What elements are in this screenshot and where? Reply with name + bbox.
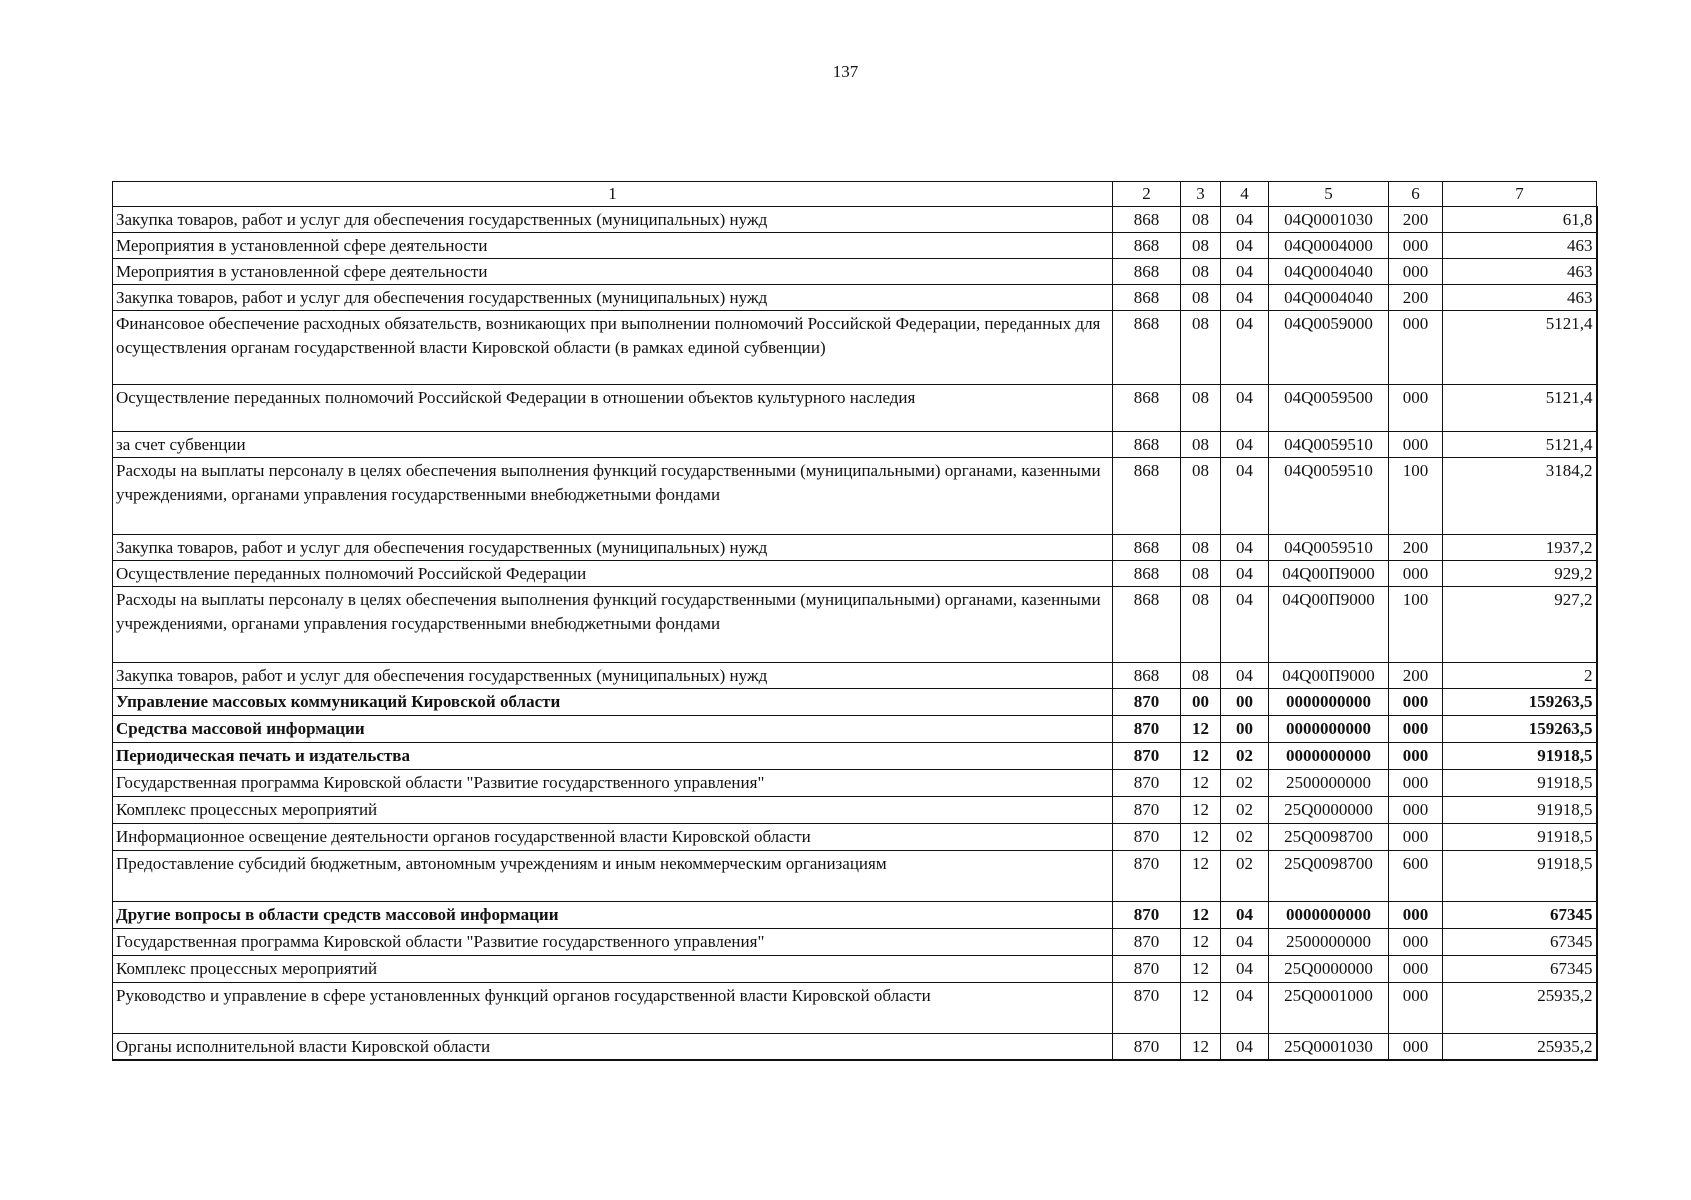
row-csr-cell: 04Q0059510	[1269, 432, 1389, 458]
row-name-cell: Руководство и управление в сфере установленных функций органов государственной власти Кировской области	[113, 983, 1113, 1034]
row-name-cell: Закупка товаров, работ и услуг для обеспечения государственных (муниципальных) нужд	[113, 535, 1113, 561]
row-rz-cell: 12	[1181, 929, 1221, 956]
row-pr-cell: 02	[1221, 851, 1269, 902]
row-sum-cell: 5121,4	[1443, 432, 1597, 458]
table-row	[113, 535, 1597, 561]
row-rz-cell: 08	[1181, 458, 1221, 535]
row-rz-cell: 08	[1181, 561, 1221, 587]
row-pr-cell: 04	[1221, 587, 1269, 663]
row-sum-cell: 159263,5	[1443, 716, 1597, 743]
page-number: 137	[832, 62, 859, 81]
table-row	[113, 716, 1597, 743]
row-csr-cell: 04Q0004040	[1269, 285, 1389, 311]
row-vr-cell: 200	[1389, 285, 1443, 311]
header-col-5: 5	[1269, 182, 1389, 207]
row-ved-cell: 868	[1113, 207, 1181, 233]
row-ved-cell: 868	[1113, 311, 1181, 385]
table-row	[113, 956, 1597, 983]
row-sum-cell: 929,2	[1443, 561, 1597, 587]
row-rz-cell: 12	[1181, 1034, 1221, 1061]
row-sum-cell: 61,8	[1443, 207, 1597, 233]
header-row	[113, 182, 1597, 207]
row-pr-cell: 04	[1221, 285, 1269, 311]
row-pr-cell: 04	[1221, 983, 1269, 1034]
row-sum-cell: 463	[1443, 259, 1597, 285]
table-row	[113, 385, 1597, 432]
table-row	[113, 929, 1597, 956]
row-vr-cell: 000	[1389, 1034, 1443, 1061]
row-ved-cell: 870	[1113, 929, 1181, 956]
row-name-cell: Мероприятия в установленной сфере деятельности	[113, 233, 1113, 259]
row-csr-cell: 04Q00П9000	[1269, 587, 1389, 663]
row-vr-cell: 000	[1389, 561, 1443, 587]
row-vr-cell: 200	[1389, 535, 1443, 561]
row-rz-cell: 08	[1181, 385, 1221, 432]
row-csr-cell: 0000000000	[1269, 689, 1389, 716]
row-name-cell: Предоставление субсидий бюджетным, автономным учреждениям и иным некоммерческим организациям	[113, 851, 1113, 902]
row-name-cell: Органы исполнительной власти Кировской области	[113, 1034, 1113, 1061]
table-row	[113, 432, 1597, 458]
row-sum-cell: 91918,5	[1443, 797, 1597, 824]
row-rz-cell: 08	[1181, 233, 1221, 259]
row-csr-cell: 25Q0098700	[1269, 851, 1389, 902]
header-col-7: 7	[1443, 182, 1597, 207]
row-ved-cell: 868	[1113, 458, 1181, 535]
row-rz-cell: 08	[1181, 535, 1221, 561]
row-sum-cell: 1937,2	[1443, 535, 1597, 561]
table-body	[113, 207, 1597, 1061]
row-sum-cell: 91918,5	[1443, 743, 1597, 770]
row-pr-cell: 04	[1221, 311, 1269, 385]
row-ved-cell: 870	[1113, 797, 1181, 824]
table-row	[113, 259, 1597, 285]
table-row	[113, 663, 1597, 689]
row-pr-cell: 04	[1221, 207, 1269, 233]
table-row	[113, 851, 1597, 902]
row-ved-cell: 868	[1113, 259, 1181, 285]
row-rz-cell: 00	[1181, 689, 1221, 716]
row-csr-cell: 0000000000	[1269, 902, 1389, 929]
row-sum-cell: 91918,5	[1443, 770, 1597, 797]
row-ved-cell: 870	[1113, 689, 1181, 716]
table-row	[113, 983, 1597, 1034]
table-row	[113, 824, 1597, 851]
row-csr-cell: 25Q0001000	[1269, 983, 1389, 1034]
row-vr-cell: 000	[1389, 824, 1443, 851]
row-name-cell: Периодическая печать и издательства	[113, 743, 1113, 770]
header-col-2: 2	[1113, 182, 1181, 207]
row-pr-cell: 04	[1221, 259, 1269, 285]
row-vr-cell: 000	[1389, 902, 1443, 929]
row-name-cell: Мероприятия в установленной сфере деятельности	[113, 259, 1113, 285]
row-rz-cell: 08	[1181, 587, 1221, 663]
row-vr-cell: 000	[1389, 385, 1443, 432]
row-vr-cell: 000	[1389, 689, 1443, 716]
row-name-cell: Комплекс процессных мероприятий	[113, 797, 1113, 824]
table-header	[113, 182, 1597, 207]
row-rz-cell: 08	[1181, 207, 1221, 233]
row-csr-cell: 25Q0098700	[1269, 824, 1389, 851]
row-ved-cell: 868	[1113, 561, 1181, 587]
row-vr-cell: 000	[1389, 716, 1443, 743]
header-col-1: 1	[113, 182, 1113, 207]
row-name-cell: Осуществление переданных полномочий Российской Федерации в отношении объектов культурного наследия	[113, 385, 1113, 432]
row-name-cell: за счет субвенции	[113, 432, 1113, 458]
row-csr-cell: 04Q0059500	[1269, 385, 1389, 432]
table-row	[113, 797, 1597, 824]
row-name-cell: Государственная программа Кировской области "Развитие государственного управления"	[113, 770, 1113, 797]
table-row	[113, 458, 1597, 535]
row-ved-cell: 870	[1113, 716, 1181, 743]
row-rz-cell: 12	[1181, 824, 1221, 851]
table-row	[113, 587, 1597, 663]
row-pr-cell: 00	[1221, 716, 1269, 743]
row-vr-cell: 000	[1389, 432, 1443, 458]
table-row	[113, 1034, 1597, 1061]
row-rz-cell: 08	[1181, 259, 1221, 285]
row-vr-cell: 000	[1389, 743, 1443, 770]
row-ved-cell: 870	[1113, 851, 1181, 902]
row-ved-cell: 870	[1113, 902, 1181, 929]
row-name-cell: Финансовое обеспечение расходных обязательств, возникающих при выполнении полномочий Российской Федерации, переданных для осуществления органам государственной власти Кировской области (в рамках единой субвенции)	[113, 311, 1113, 385]
row-ved-cell: 870	[1113, 956, 1181, 983]
row-name-cell: Средства массовой информации	[113, 716, 1113, 743]
row-sum-cell: 25935,2	[1443, 983, 1597, 1034]
row-vr-cell: 000	[1389, 259, 1443, 285]
row-rz-cell: 12	[1181, 902, 1221, 929]
row-pr-cell: 04	[1221, 663, 1269, 689]
row-csr-cell: 04Q0059510	[1269, 535, 1389, 561]
row-name-cell: Информационное освещение деятельности органов государственной власти Кировской области	[113, 824, 1113, 851]
row-ved-cell: 870	[1113, 770, 1181, 797]
row-name-cell: Государственная программа Кировской области "Развитие государственного управления"	[113, 929, 1113, 956]
row-vr-cell: 000	[1389, 770, 1443, 797]
row-name-cell: Расходы на выплаты персоналу в целях обеспечения выполнения функций государственными (муниципальными) органами, казенными учреждениями, органами управления государственными внебюджетными фондами	[113, 458, 1113, 535]
row-rz-cell: 12	[1181, 956, 1221, 983]
row-sum-cell: 927,2	[1443, 587, 1597, 663]
row-name-cell: Закупка товаров, работ и услуг для обеспечения государственных (муниципальных) нужд	[113, 285, 1113, 311]
row-csr-cell: 04Q00П9000	[1269, 561, 1389, 587]
row-pr-cell: 04	[1221, 929, 1269, 956]
row-name-cell: Другие вопросы в области средств массовой информации	[113, 902, 1113, 929]
row-rz-cell: 12	[1181, 797, 1221, 824]
row-sum-cell: 67345	[1443, 902, 1597, 929]
row-pr-cell: 02	[1221, 797, 1269, 824]
row-rz-cell: 08	[1181, 311, 1221, 385]
row-csr-cell: 25Q0001030	[1269, 1034, 1389, 1061]
row-ved-cell: 868	[1113, 233, 1181, 259]
row-pr-cell: 02	[1221, 824, 1269, 851]
row-csr-cell: 2500000000	[1269, 929, 1389, 956]
row-pr-cell: 04	[1221, 1034, 1269, 1061]
row-name-cell: Комплекс процессных мероприятий	[113, 956, 1113, 983]
row-csr-cell: 04Q00П9000	[1269, 663, 1389, 689]
row-sum-cell: 25935,2	[1443, 1034, 1597, 1061]
row-pr-cell: 02	[1221, 770, 1269, 797]
table-row	[113, 770, 1597, 797]
row-ved-cell: 868	[1113, 587, 1181, 663]
row-rz-cell: 12	[1181, 983, 1221, 1034]
row-pr-cell: 04	[1221, 458, 1269, 535]
row-csr-cell: 04Q0004000	[1269, 233, 1389, 259]
row-sum-cell: 67345	[1443, 929, 1597, 956]
table-row	[113, 311, 1597, 385]
row-pr-cell: 00	[1221, 689, 1269, 716]
row-vr-cell: 600	[1389, 851, 1443, 902]
row-name-cell: Управление массовых коммуникаций Кировской области	[113, 689, 1113, 716]
row-ved-cell: 868	[1113, 432, 1181, 458]
row-ved-cell: 868	[1113, 535, 1181, 561]
row-sum-cell: 91918,5	[1443, 824, 1597, 851]
row-pr-cell: 04	[1221, 902, 1269, 929]
table-row	[113, 207, 1597, 233]
row-pr-cell: 04	[1221, 561, 1269, 587]
table-row	[113, 902, 1597, 929]
row-ved-cell: 870	[1113, 824, 1181, 851]
row-pr-cell: 04	[1221, 432, 1269, 458]
row-sum-cell: 91918,5	[1443, 851, 1597, 902]
table-row	[113, 285, 1597, 311]
row-rz-cell: 08	[1181, 663, 1221, 689]
row-rz-cell: 12	[1181, 770, 1221, 797]
row-rz-cell: 08	[1181, 432, 1221, 458]
table-row	[113, 689, 1597, 716]
budget-table	[112, 181, 1598, 1061]
row-vr-cell: 000	[1389, 956, 1443, 983]
table-row	[113, 233, 1597, 259]
row-name-cell: Осуществление переданных полномочий Российской Федерации	[113, 561, 1113, 587]
row-vr-cell: 000	[1389, 983, 1443, 1034]
row-ved-cell: 870	[1113, 743, 1181, 770]
row-name-cell: Закупка товаров, работ и услуг для обеспечения государственных (муниципальных) нужд	[113, 207, 1113, 233]
row-sum-cell: 5121,4	[1443, 385, 1597, 432]
header-col-4: 4	[1221, 182, 1269, 207]
row-vr-cell: 200	[1389, 207, 1443, 233]
table-row	[113, 743, 1597, 770]
row-pr-cell: 02	[1221, 743, 1269, 770]
row-vr-cell: 200	[1389, 663, 1443, 689]
row-ved-cell: 868	[1113, 285, 1181, 311]
row-vr-cell: 000	[1389, 311, 1443, 385]
row-pr-cell: 04	[1221, 233, 1269, 259]
row-pr-cell: 04	[1221, 535, 1269, 561]
row-rz-cell: 12	[1181, 743, 1221, 770]
row-sum-cell: 67345	[1443, 956, 1597, 983]
row-csr-cell: 04Q0004040	[1269, 259, 1389, 285]
header-col-3: 3	[1181, 182, 1221, 207]
row-sum-cell: 463	[1443, 285, 1597, 311]
row-csr-cell: 04Q0059510	[1269, 458, 1389, 535]
row-vr-cell: 000	[1389, 233, 1443, 259]
row-csr-cell: 0000000000	[1269, 716, 1389, 743]
row-name-cell: Расходы на выплаты персоналу в целях обеспечения выполнения функций государственными (муниципальными) органами, казенными учреждениями, органами управления государственными внебюджетными фондами	[113, 587, 1113, 663]
row-vr-cell: 000	[1389, 929, 1443, 956]
row-sum-cell: 159263,5	[1443, 689, 1597, 716]
row-ved-cell: 868	[1113, 385, 1181, 432]
row-rz-cell: 12	[1181, 851, 1221, 902]
row-pr-cell: 04	[1221, 385, 1269, 432]
row-csr-cell: 25Q0000000	[1269, 797, 1389, 824]
row-sum-cell: 5121,4	[1443, 311, 1597, 385]
row-sum-cell: 2	[1443, 663, 1597, 689]
table-row	[113, 561, 1597, 587]
row-vr-cell: 000	[1389, 797, 1443, 824]
row-ved-cell: 870	[1113, 983, 1181, 1034]
row-sum-cell: 3184,2	[1443, 458, 1597, 535]
row-csr-cell: 04Q0001030	[1269, 207, 1389, 233]
row-sum-cell: 463	[1443, 233, 1597, 259]
row-csr-cell: 2500000000	[1269, 770, 1389, 797]
row-ved-cell: 868	[1113, 663, 1181, 689]
row-rz-cell: 12	[1181, 716, 1221, 743]
row-vr-cell: 100	[1389, 587, 1443, 663]
row-rz-cell: 08	[1181, 285, 1221, 311]
header-col-6: 6	[1389, 182, 1443, 207]
row-name-cell: Закупка товаров, работ и услуг для обеспечения государственных (муниципальных) нужд	[113, 663, 1113, 689]
row-csr-cell: 0000000000	[1269, 743, 1389, 770]
row-ved-cell: 870	[1113, 1034, 1181, 1061]
row-csr-cell: 25Q0000000	[1269, 956, 1389, 983]
row-csr-cell: 04Q0059000	[1269, 311, 1389, 385]
row-vr-cell: 100	[1389, 458, 1443, 535]
row-pr-cell: 04	[1221, 956, 1269, 983]
